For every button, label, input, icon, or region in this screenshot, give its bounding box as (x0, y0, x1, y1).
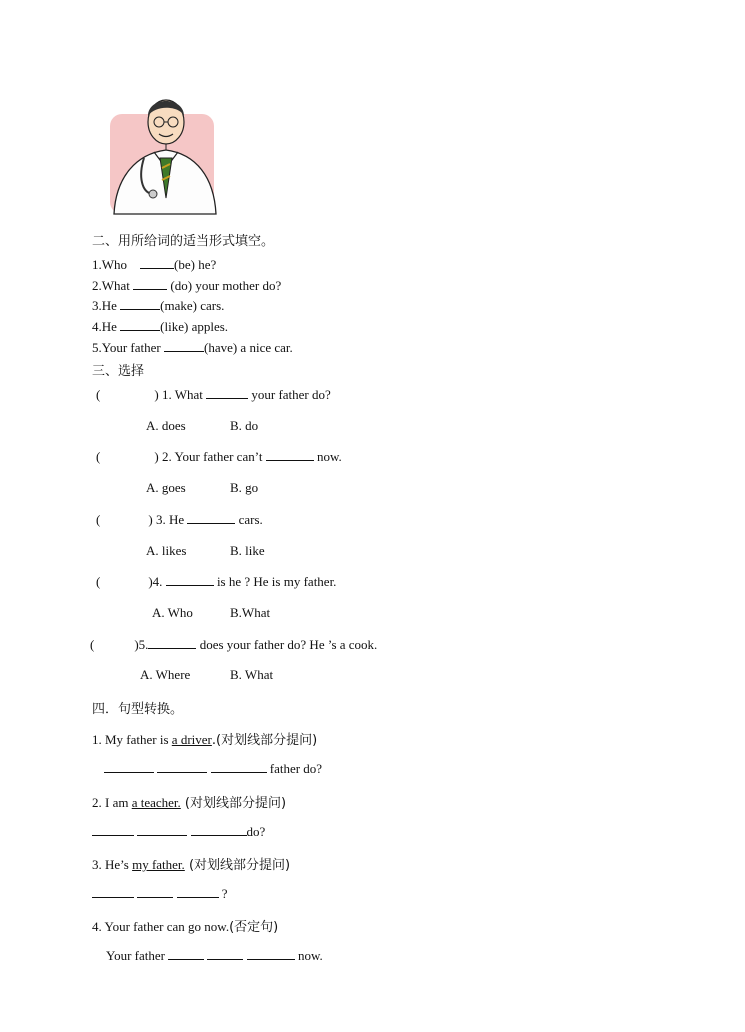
section-transform-title: 四．句型转换。 (92, 702, 184, 717)
choice-4-option-b: B.What (230, 605, 271, 620)
choice-2-option-a: A. goes (146, 480, 186, 495)
transform-question-3: 3. He’s my father. (对划线部分提问) (92, 857, 291, 873)
choice-question-3: ( ) 3. He cars. (96, 512, 263, 527)
choice-question-5: ( )5. does your father do? He ’s a cook. (90, 637, 378, 652)
choice-3-option-b: B. like (230, 543, 265, 558)
transform-question-1: 1. My father is a driver.(对划线部分提问) (92, 732, 318, 748)
transform-answer-3: ? (92, 885, 228, 902)
choice-4-option-a: A. Who (152, 605, 193, 620)
choice-1-option-a: A. does (146, 418, 186, 433)
choice-5-option-a: A. Where (140, 667, 191, 682)
transform-question-4: 4. Your father can go now.(否定句) (92, 919, 279, 935)
choice-question-4: ( )4. is he ? He is my father. (96, 574, 337, 589)
choice-2-option-b: B. go (230, 480, 259, 495)
fill-item-4: 4.He (like) apples. (92, 319, 229, 334)
transform-answer-1: father do? (104, 760, 322, 777)
choice-5-option-b: B. What (230, 667, 274, 682)
transform-answer-4: Your father now. (106, 948, 323, 963)
transform-answer-2: do? (92, 823, 265, 840)
fill-item-3: 3.He (make) cars. (92, 298, 225, 313)
doctor-illustration (96, 82, 236, 217)
transform-question-2: 2. I am a teacher. (对划线部分提问) (92, 795, 287, 811)
choice-3-option-a: A. likes (146, 543, 187, 558)
section-fill-title: 二、用所给词的适当形式填空。 (92, 234, 275, 249)
fill-item-5: 5.Your father (have) a nice car. (92, 340, 293, 355)
section-choice-title: 三、选择 (92, 364, 145, 379)
fill-item-2: 2.What (do) your mother do? (92, 278, 282, 293)
choice-question-2: ( ) 2. Your father can’t now. (96, 449, 342, 464)
fill-item-1: 1.Who (be) he? (92, 257, 217, 272)
choice-question-1: ( ) 1. What your father do? (96, 387, 331, 402)
choice-1-option-b: B. do (230, 418, 259, 433)
